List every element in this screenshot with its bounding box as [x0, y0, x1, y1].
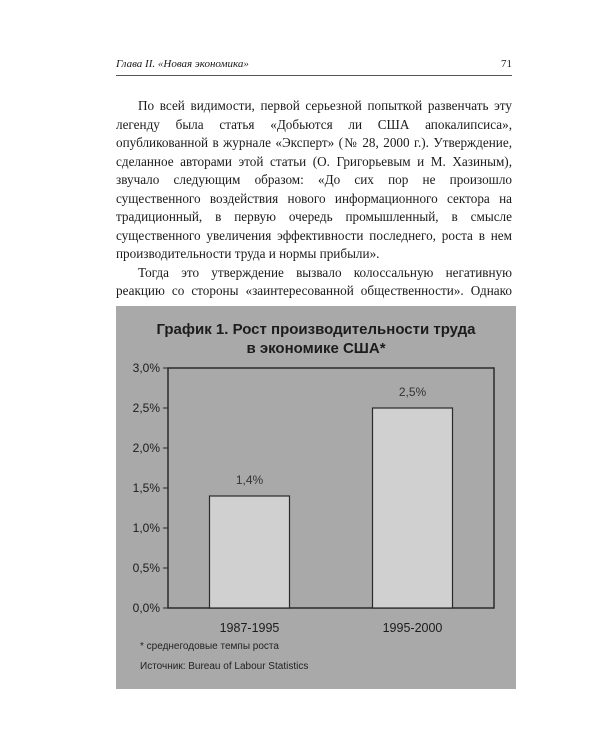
paragraph: По всей видимости, первой серьезной попыткой развенчать эту легенду была статья «Добьются ли США апокалипсиса», опубликованной в журнале «Эксперт» (№ 28, 2000 г.). Утверждение, сделанное авторами этой статьи (О. Григорьевым и М. Хазиным), звучало следующим образом: «До сих пор не произошло существенного воздействия нового информационного сектора на традиционный, в первую очередь промышленный, в смысле существенного увеличения эффективности последнего, роста в нем производительности труда и нормы прибыли».: [116, 98, 512, 261]
chart-source: Источник: Bureau of Labour Statistics: [140, 661, 309, 672]
y-tick-label: 2,0%: [132, 441, 160, 455]
paragraph: Тогда это утверждение вызвало колоссальную негативную реакцию со стороны «заинтересованной общественности». Однако: [116, 264, 512, 298]
chart-figure: [116, 306, 516, 689]
x-category-label: 1995-2000: [382, 621, 443, 635]
x-axis-labels: [220, 621, 443, 635]
bar: [210, 496, 290, 608]
page-number: 71: [501, 58, 512, 70]
bar: [373, 408, 453, 608]
data-label: 1,4%: [235, 473, 264, 487]
y-tick-label: 0,5%: [132, 561, 160, 575]
y-tick-label: 1,5%: [132, 481, 160, 495]
bar-chart: [116, 306, 516, 689]
chart-title: График 1. Рост производительности труда: [156, 321, 476, 338]
body-text: [116, 97, 512, 338]
chart-subtitle: в экономике США*: [246, 340, 386, 357]
running-head: [116, 58, 512, 70]
x-category-label: 1987-1995: [219, 621, 280, 635]
y-tick-label: 2,5%: [132, 401, 160, 415]
y-axis-ticks: [133, 361, 168, 615]
y-tick-label: 1,0%: [132, 521, 160, 535]
y-tick-label: 3,0%: [132, 361, 160, 375]
chapter-title: Глава II. «Новая экономика»: [116, 58, 249, 70]
y-tick-label: 0,0%: [132, 601, 160, 615]
header-rule: [116, 75, 512, 76]
data-label: 2,5%: [398, 385, 427, 399]
chart-footnote: * среднегодовые темпы роста: [140, 641, 279, 652]
